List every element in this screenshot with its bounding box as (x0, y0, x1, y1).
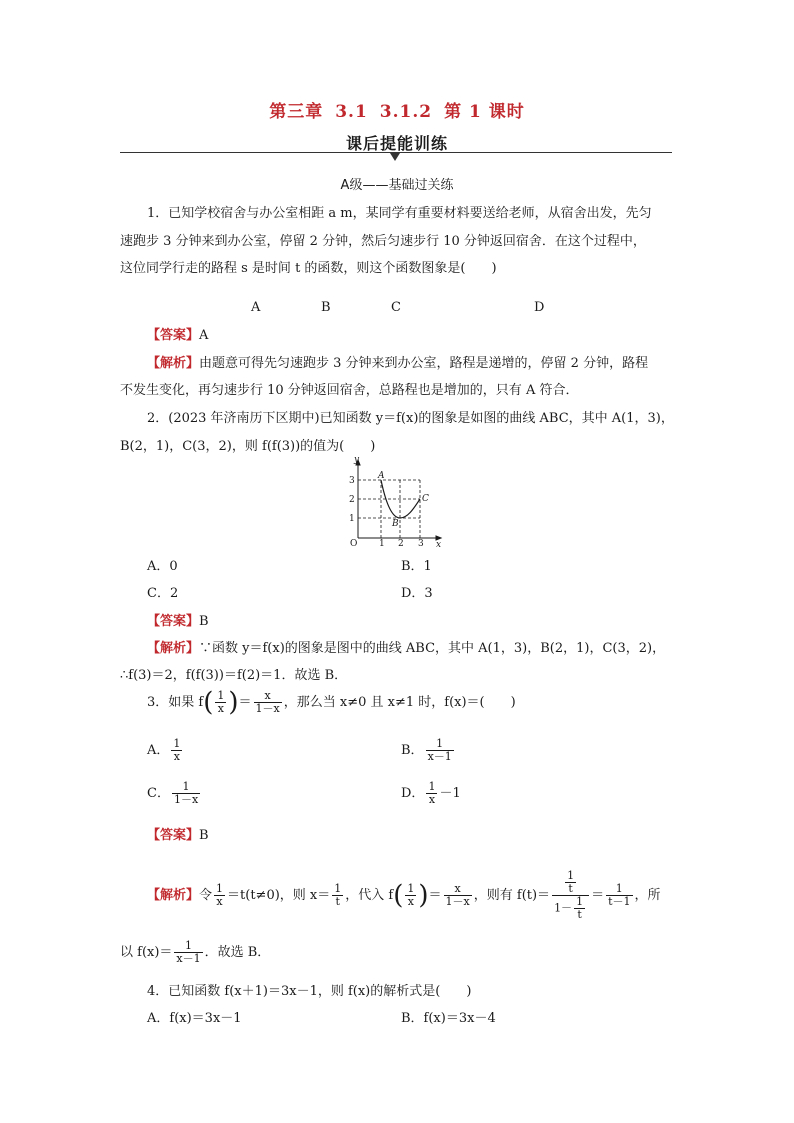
q4-stem: 4．已知函数 f(x＋1)＝3x－1，则 f(x)的解析式是( ) (147, 984, 472, 999)
q1-option-b: B (321, 300, 331, 315)
y-tick-2: 2 (349, 495, 355, 505)
q1-line-1: 1．已知学校宿舍与办公室相距 a m，某同学有重要材料要送给老师，从宿舍出发，先匀 (147, 206, 652, 221)
q2-choice-b: B．1 (401, 559, 432, 574)
answer-label: 【答案】 (147, 328, 200, 343)
header-rule-marker (390, 153, 400, 161)
subsection-label: 3.1.2 (379, 102, 433, 122)
q1-answer (147, 324, 208, 343)
chapter-label: 第三章 (269, 102, 324, 122)
answer-value: B (199, 614, 209, 629)
lesson-label: 第 1 课时 (444, 102, 525, 122)
answer-label: 【答案】 (147, 614, 200, 629)
q1-line-3: 这位同学行走的路程 s 是时间 t 的函数，则这个函数图象是( ) (120, 261, 497, 276)
q3-choice-a: A． $\frac{1}{x}$ (147, 737, 181, 763)
q4-choice-a: A．f(x)＝3x－1 (147, 1011, 242, 1026)
q2-function-graph (344, 456, 444, 548)
answer-value: B (199, 828, 209, 843)
level-heading: A级——基础过关练 (340, 178, 454, 193)
page-subtitle: 课后提能训练 (345, 134, 448, 153)
q3-choice-b: B． $\frac{1}{x-1}$ (401, 737, 452, 763)
point-b-label: B (392, 519, 399, 529)
q2-answer (147, 610, 209, 629)
q1-analysis-2: 不发生变化，再匀速步行 10 分钟返回宿舍，总路程也是增加的，只有 A 符合． (120, 383, 579, 398)
x-tick-1: 1 (379, 539, 385, 548)
frac-1-over-x: $\frac{1}{x}$ (217, 689, 225, 715)
frac-x-over-1-minus-x: $\frac{x}{1-x}$ (255, 689, 280, 715)
analysis-label: 【解析】 (147, 641, 200, 656)
q2-choice-a: A．0 (147, 559, 178, 574)
q1-option-c: C (391, 300, 401, 315)
q3-answer (147, 824, 209, 843)
q3-choice-d: D． $\frac{1}{x}$ －1 (401, 780, 461, 806)
page-title (0, 97, 794, 122)
q3-stem: 3．如果 f( $\frac{1}{x}$ )＝ $\frac{x}{1-x}$ ，那么当 x≠0 且 x≠1 时，f(x)＝( ) (147, 687, 516, 718)
point-c-label: C (422, 494, 429, 504)
analysis-label: 【解析】 (147, 888, 200, 903)
y-tick-1: 1 (349, 514, 355, 524)
y-tick-3: 3 (349, 476, 355, 486)
x-tick-2: 2 (398, 539, 404, 548)
q2-choice-c: C．2 (147, 586, 179, 601)
answer-label: 【答案】 (147, 828, 200, 843)
guide-lines (358, 480, 420, 538)
complex-fraction: $\frac{1}{t}$ 1－ $\frac{1}{t}$ (552, 870, 589, 921)
section-label: 3.1 (335, 102, 368, 122)
q2-line-1: 2．(2023 年济南历下区期中)已知函数 y＝f(x)的图象是如图的曲线 ABC，其中 A(1，3)， (147, 411, 674, 426)
q1-option-a: A (251, 300, 261, 315)
q2-line-2: B(2，1)，C(3，2)，则 f(f(3))的值为( ) (120, 439, 376, 454)
analysis-label: 【解析】 (147, 356, 200, 371)
q2-choice-d: D．3 (401, 586, 433, 601)
q2-analysis-1: 【解析】∵函数 y＝f(x)的图象是图中的曲线 ABC，其中 A(1，3)，B(2，1)，C(3，2)， (147, 641, 666, 656)
q3-analysis-2: 以 f(x)＝ $\frac{1}{x-1}$ ．故选 B． (120, 939, 271, 965)
x-axis-label: x (436, 540, 442, 548)
point-a-label: A (378, 471, 385, 481)
q2-analysis-2: ∴f(3)＝2，f(f(3))＝f(2)＝1．故选 B． (120, 668, 348, 683)
q1-analysis-1: 【解析】由题意可得先匀速跑步 3 分钟来到办公室，路程是递增的，停留 2 分钟，路程 (147, 356, 649, 371)
q1-option-d: D (534, 300, 545, 315)
x-tick-3: 3 (418, 539, 424, 548)
q3-analysis-1: 【解析】令 $\frac{1}{x}$ ＝t(t≠0)，则 x＝ $\frac{1}{t}$ ，代入 f( $\frac{1}{x}$ )＝ $\frac{x}{1-x}$ ，则有 f(t)＝ $\frac{1}{t}$ 1－ $\frac{1}{t}$ ＝ $\frac{1}{t-1}$ ，所 (147, 869, 661, 921)
y-axis-label: y (354, 456, 360, 465)
answer-value: A (199, 328, 209, 343)
q4-choice-b: B．f(x)＝3x－4 (401, 1011, 496, 1026)
q1-line-2: 速跑步 3 分钟来到办公室，停留 2 分钟，然后匀速步行 10 分钟返回宿舍．在这个过程中， (120, 234, 646, 249)
q3-choice-c: C． $\frac{1}{1-x}$ (147, 780, 199, 806)
origin-label: O (350, 539, 358, 548)
